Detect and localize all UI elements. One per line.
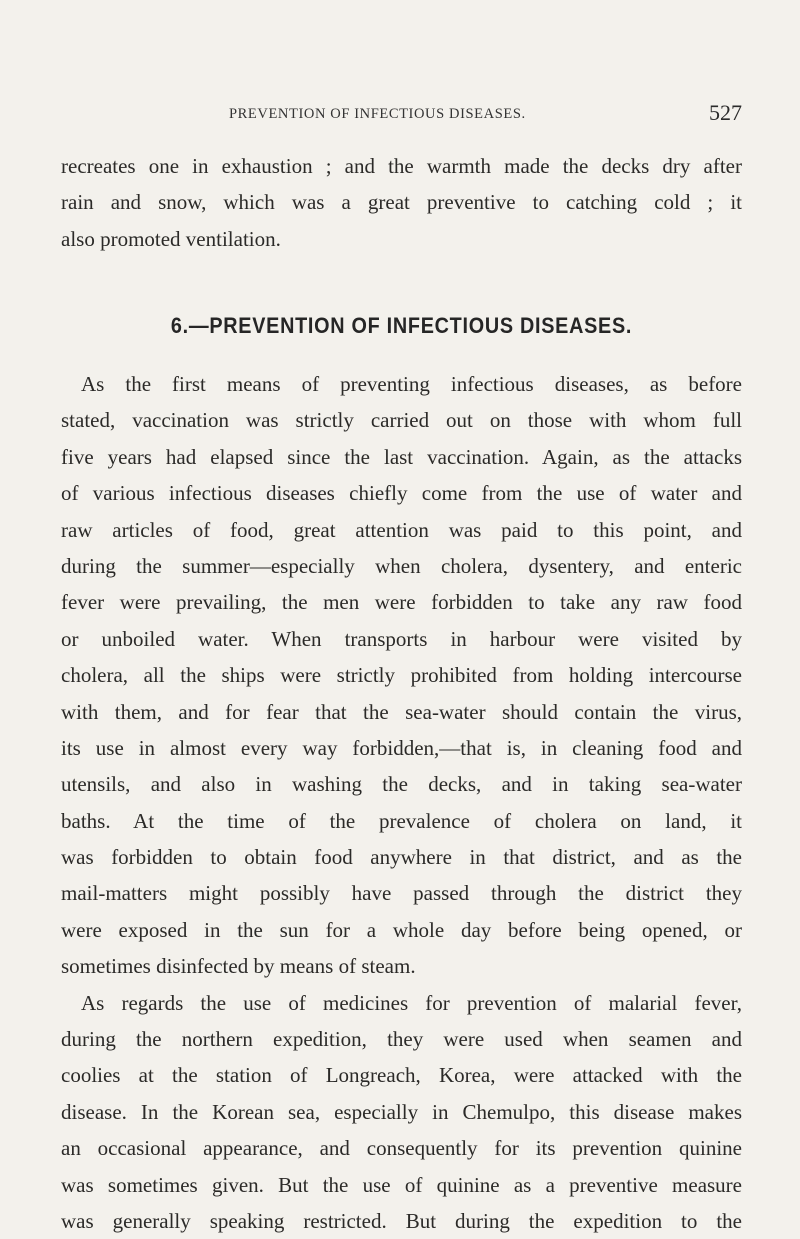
text-line: mail-matters might possibly have passed through the district they bbox=[61, 881, 742, 906]
text-line: or unboiled water. When transports in harbour were visited by bbox=[61, 626, 742, 651]
text-line: coolies at the station of Longreach, Korea, were attacked with the bbox=[61, 1063, 742, 1088]
text-line: cholera, all the ships were strictly prohibited from holding intercourse bbox=[61, 663, 742, 688]
section-heading: 6.—PREVENTION OF INFECTIOUS DISEASES. bbox=[170, 313, 633, 338]
text-line: an occasional appearance, and consequently for its prevention quinine bbox=[61, 1136, 742, 1161]
text-line: disease. In the Korean sea, especially in Chemulpo, this disease makes bbox=[61, 1099, 742, 1124]
text-line: rain and snow, which was a great preventive to catching cold ; it bbox=[61, 190, 742, 215]
running-title: PREVENTION OF INFECTIOUS DISEASES. bbox=[229, 106, 526, 122]
text-line: with them, and for fear that the sea-water should contain the virus, bbox=[61, 699, 742, 724]
intro-paragraph bbox=[61, 148, 742, 257]
text-line: baths. At the time of the prevalence of cholera on land, it bbox=[61, 808, 742, 833]
text-line: fever were prevailing, the men were forbidden to take any raw food bbox=[61, 590, 742, 615]
text-line: was sometimes given. But the use of quinine as a preventive measure bbox=[61, 1172, 742, 1197]
text-line: As the first means of preventing infectious diseases, as before bbox=[81, 372, 742, 396]
text-line: were exposed in the sun for a whole day before being opened, or bbox=[61, 917, 742, 942]
text-line: during the summer—especially when cholera, dysentery, and enteric bbox=[61, 553, 742, 578]
text-line: was forbidden to obtain food anywhere in that district, and as the bbox=[61, 845, 742, 870]
text-line: its use in almost every way forbidden,—that is, in cleaning food and bbox=[61, 735, 742, 760]
text-line: utensils, and also in washing the decks, and in taking sea-water bbox=[61, 772, 742, 797]
text-line: of various infectious diseases chiefly come from the use of water and bbox=[61, 481, 742, 506]
text-line: also promoted ventilation. bbox=[61, 226, 281, 251]
page-number: 527 bbox=[709, 100, 742, 125]
section-body bbox=[61, 366, 742, 1239]
text-line: stated, vaccination was strictly carried out on those with whom full bbox=[61, 408, 742, 433]
running-header bbox=[61, 100, 742, 130]
text-line: recreates one in exhaustion ; and the warmth made the decks dry after bbox=[61, 154, 742, 178]
text-line: was generally speaking restricted. But during the expedition to the bbox=[61, 1208, 742, 1233]
text-line: sometimes disinfected by means of steam. bbox=[61, 954, 416, 979]
text-line: As regards the use of medicines for prevention of malarial fever, bbox=[81, 990, 742, 1015]
text-line: raw articles of food, great attention was paid to this point, and bbox=[61, 517, 742, 542]
text-line: five years had elapsed since the last vaccination. Again, as the attacks bbox=[61, 444, 742, 469]
text-line: during the northern expedition, they were used when seamen and bbox=[61, 1027, 742, 1052]
